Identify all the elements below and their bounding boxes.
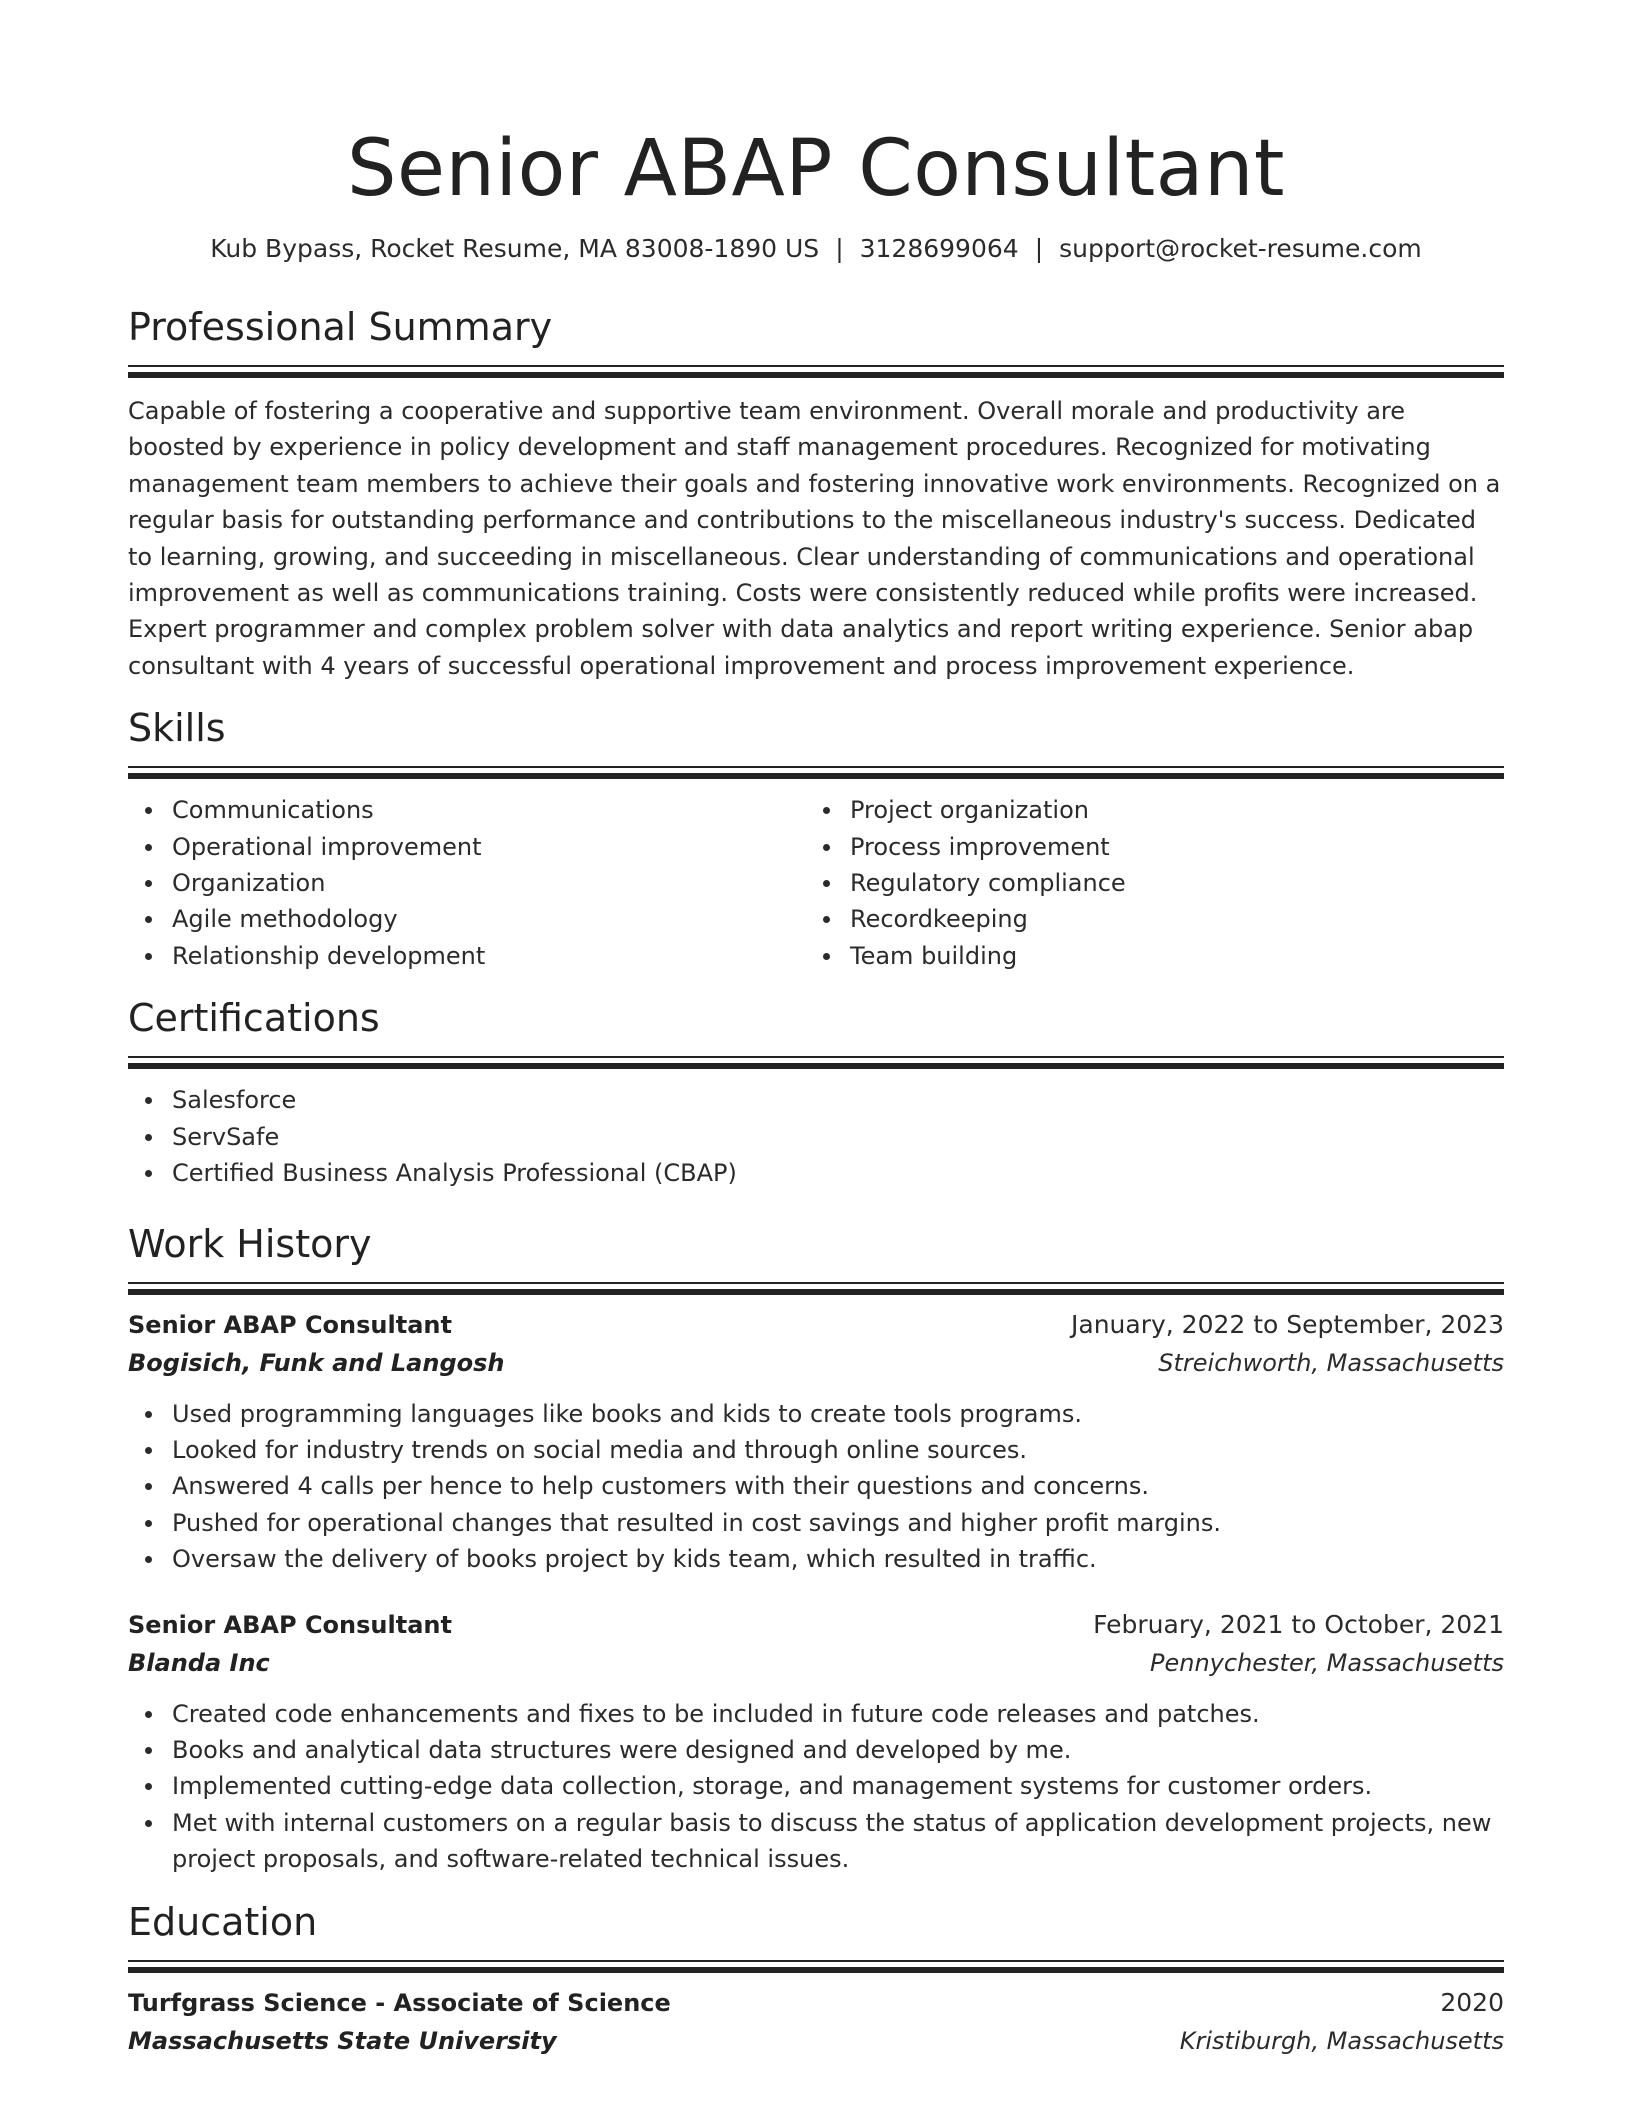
skill-item: Regulatory compliance: [850, 865, 1484, 901]
skill-item: Operational improvement: [172, 829, 806, 865]
skill-item: Team building: [850, 938, 1484, 974]
job-employer-row: [128, 1344, 1504, 1382]
job-header-row: [128, 1306, 1504, 1344]
skill-item: Relationship development: [172, 938, 806, 974]
certification-item: ServSafe: [172, 1119, 1504, 1155]
job-duty: Books and analytical data structures were designed and developed by me.: [172, 1732, 1504, 1768]
job-location: Streichworth, Massachusetts: [1158, 1348, 1504, 1377]
education-year: 2020: [1440, 1987, 1504, 2017]
certification-item: Salesforce: [172, 1082, 1504, 1118]
job-duties-list: [128, 1696, 1504, 1878]
section-title-summary: Professional Summary: [128, 305, 553, 349]
job-duty: Pushed for operational changes that resulted in cost savings and higher profit margins.: [172, 1505, 1504, 1541]
job-duty: Met with internal customers on a regular basis to discuss the status of application development projects, new project proposals, and software-related technical issues.: [172, 1805, 1504, 1878]
education-entry: [128, 1984, 1504, 2060]
section-title-work-history: Work History: [128, 1221, 372, 1266]
certifications-section: [128, 994, 1504, 1191]
skill-item: Process improvement: [850, 829, 1484, 865]
job-entry: [128, 1306, 1504, 1578]
job-company: Blanda Inc: [128, 1648, 270, 1677]
education-degree: Turfgrass Science - Associate of Science: [128, 1988, 671, 2017]
job-company: Bogisich, Funk and Langosh: [128, 1348, 505, 1377]
section-divider: [128, 365, 1504, 377]
skill-item: Recordkeeping: [850, 901, 1484, 937]
section-divider: [128, 1960, 1504, 1972]
contact-address: Kub Bypass, Rocket Resume, MA 83008-1890 US: [210, 234, 820, 263]
skill-item: Project organization: [850, 792, 1484, 828]
job-location: Pennychester, Massachusetts: [1150, 1648, 1504, 1677]
job-duty: Looked for industry trends on social media and through online sources.: [172, 1432, 1504, 1468]
contact-separator: |: [1034, 234, 1044, 263]
section-divider: [128, 1282, 1504, 1294]
job-title: Senior ABAP Consultant: [128, 1610, 452, 1639]
contact-phone: 3128699064: [859, 234, 1019, 263]
education-location: Kristiburgh, Massachusetts: [1179, 2026, 1504, 2055]
job-duty: Used programming languages like books and kids to create tools programs.: [172, 1396, 1504, 1432]
skill-item: Organization: [172, 865, 806, 901]
job-duty: Answered 4 calls per hence to help customers with their questions and concerns.: [172, 1468, 1504, 1504]
contact-separator: |: [835, 234, 844, 263]
section-divider: [128, 1056, 1504, 1068]
section-divider: [128, 766, 1504, 778]
job-duty: Implemented cutting-edge data collection, storage, and management systems for customer orders.: [172, 1768, 1504, 1804]
job-title: Senior ABAP Consultant: [128, 1310, 452, 1339]
section-title-education: Education: [128, 1899, 318, 1944]
skills-section: [128, 704, 1504, 974]
job-header-row: [128, 1606, 1504, 1644]
skills-list-right: [806, 792, 1484, 974]
skills-grid: [128, 778, 1504, 974]
education-header-row: [128, 1984, 1504, 2022]
job-duties-list: [128, 1396, 1504, 1578]
section-title-certifications: Certifications: [128, 996, 380, 1041]
job-duty: Created code enhancements and fixes to be included in future code releases and patches.: [172, 1696, 1504, 1732]
job-dates: February, 2021 to October, 2021: [1093, 1609, 1504, 1639]
contact-email: support@rocket-resume.com: [1059, 234, 1422, 263]
job-employer-row: [128, 1644, 1504, 1682]
job-dates: January, 2022 to September, 2023: [1071, 1309, 1504, 1339]
certification-item: Certified Business Analysis Professional (CBAP): [172, 1155, 1504, 1191]
resume-page: [128, 0, 1504, 2060]
resume-name: Senior ABAP Consultant: [346, 124, 1285, 214]
summary-text: Capable of fostering a cooperative and supportive team environment. Overall morale and productivity are boosted by experience in policy development and staff management procedures. Recognized for motivating management team members to achieve their goals and fostering innovative work environments. Recognized on a regular basis for outstanding performance and contributions to the miscellaneous industry's success. Dedicated to learning, growing, and succeeding in miscellaneous. Clear understanding of communications and operational improvement as well as communications training. Costs were consistently reduced while profits were increased. Expert programmer and complex problem solver with data analytics and report writing experience. Senior abap consultant with 4 years of successful operational improvement and process improvement experience.: [128, 397, 1501, 680]
education-school: Massachusetts State University: [128, 2026, 557, 2055]
work-history-section: [128, 1220, 1504, 1878]
skill-item: Communications: [172, 792, 806, 828]
skills-list-left: [128, 792, 806, 974]
section-title-skills: Skills: [128, 706, 226, 751]
job-entry: [128, 1606, 1504, 1878]
education-section: [128, 1898, 1504, 2060]
certifications-list: [128, 1082, 1504, 1191]
education-school-row: [128, 2022, 1504, 2060]
skill-item: Agile methodology: [172, 901, 806, 937]
job-duty: Oversaw the delivery of books project by kids team, which resulted in traffic.: [172, 1541, 1504, 1577]
summary-section: [128, 303, 1504, 684]
contact-line: [128, 233, 1504, 265]
